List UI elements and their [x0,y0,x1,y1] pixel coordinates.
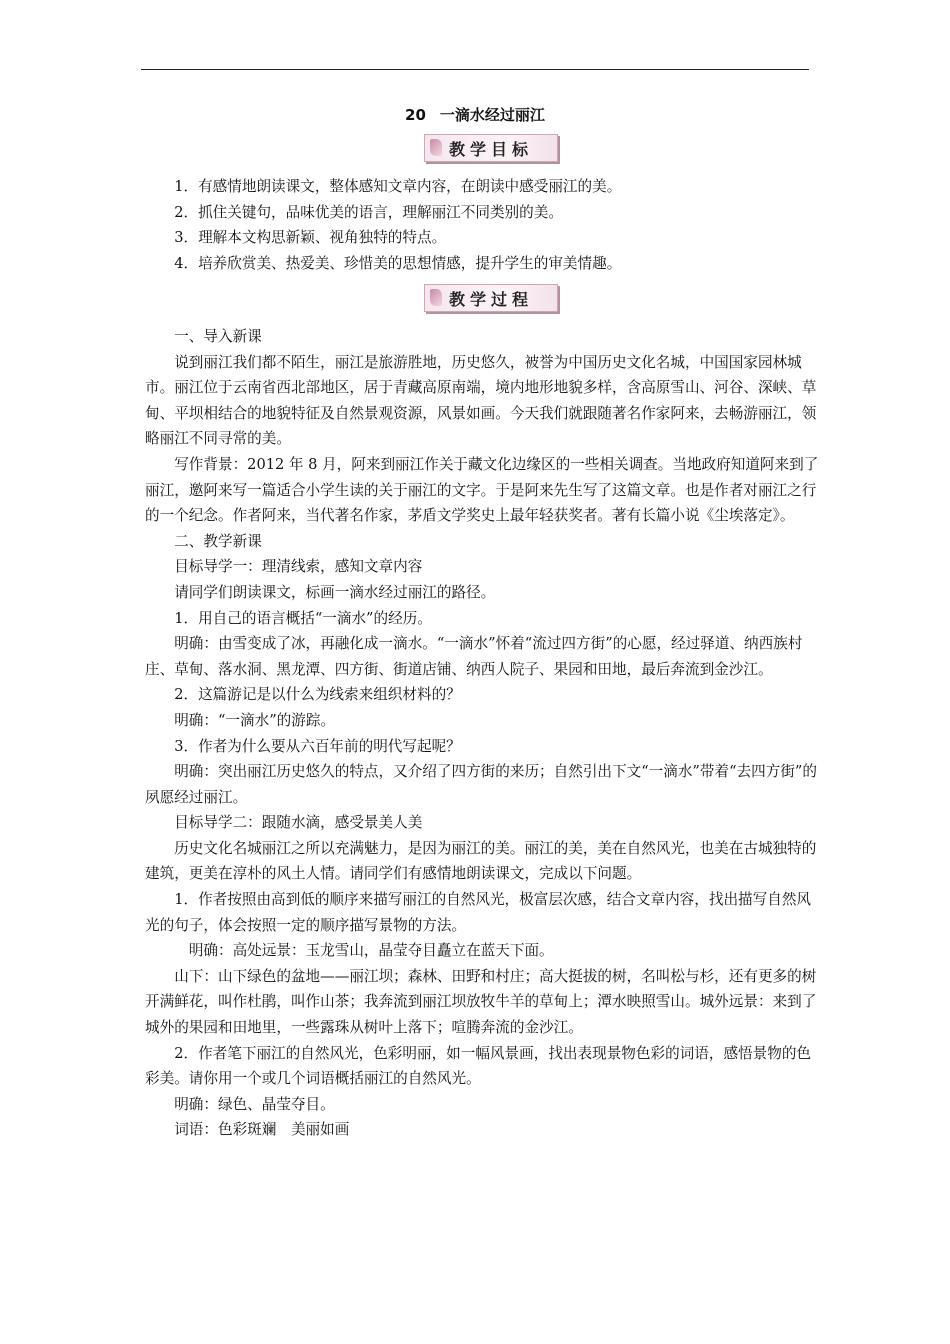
question: 1．用自己的语言概括“一滴水”的经历。 [174,609,432,627]
objective-item: 4．培养欣赏美、热爱美、珍惜美的思想情感，提升学生的审美情趣。 [174,254,622,272]
subsection-heading: 目标导学一：理清线索，感知文章内容 [174,558,423,576]
paragraph: 说到丽江我们都不陌生，丽江是旅游胜地，历史悠久，被誉为中国历史文化名城，中国国家园林城市。丽江位于云南省西北部地区，居于青藏高原南端，境内地形地貌多样，含高原雪山、河谷、深峡、草甸、平坝相结合的地貌特征及自然景观资源，风景如画。今天我们就跟随著名作家阿来，去畅游丽江，领略丽江不同寻常的美。 [145,353,817,448]
header-rule [141,69,809,70]
answer: 明确：突出丽江历史悠久的特点，又介绍了四方街的来历；自然引出下文“一滴水”带着“去四方街”的夙愿经过丽江。 [145,763,817,806]
answer: 明确：绿色、晶莹夺目。 [174,1095,335,1113]
paragraph: 请同学们朗读课文，标画一滴水经过丽江的路径。 [174,583,496,601]
lesson-title-text: 一滴水经过丽江 [439,106,545,124]
answer: 明确：“一滴水”的游踪。 [174,711,336,729]
objective-item: 1．有感情地朗读课文，整体感知文章内容，在朗读中感受丽江的美。 [174,178,622,195]
answer: 明确：由雪变成了冰，再融化成一滴水。“一滴水”怀着“流过四方街”的心愿，经过驿道、纳西族村庄、草甸、落水洞、黑龙潭、四方街、街道店铺、纳西人院子、果园和田地，最后奔流到金沙江。 [145,635,803,678]
question: 1．作者按照由高到低的顺序来描写丽江的自然风光，极富层次感，结合文章内容，找出描写自然风光的句子，体会按照一定的顺序描写景物的方法。 [145,891,812,934]
process-badge [424,284,558,312]
question: 2．作者笔下丽江的自然风光，色彩明丽，如一幅风景画，找出表现景物色彩的词语，感悟景物的色彩美。请你用一个或几个词语概括丽江的自然风光。 [145,1044,812,1088]
question: 3．作者为什么要从六百年前的明代写起呢？ [174,737,461,755]
answer: 山下：山下绿色的盆地——丽江坝；森林、田野和村庄；高大挺拔的树，名叫松与杉，还有更多的树开满鲜花，叫作杜鹃，叫作山茶；我奔流到丽江坝放牧牛羊的草甸上；潭水映照雪山。城外远景：来到了城外的果园和田地里，一些露珠从树叶上落下；喧腾奔流的金沙江。 [145,967,817,1037]
lesson-title [0,104,950,125]
objectives-badge [424,134,558,162]
process-content [145,324,821,1143]
objective-item: 2．抓住关键句，品味优美的语言，理解丽江不同类别的美。 [174,203,563,221]
question: 2．这篇游记是以什么为线索来组织材料的？ [174,686,461,704]
lesson-number: 20 [405,106,426,124]
badge-ornament-icon [430,139,442,156]
objectives-badge-label: 教学目标 [448,139,533,159]
answer: 词语：色彩斑斓 美丽如画 [174,1121,350,1139]
objective-item: 3．理解本文构思新颖、视角独特的特点。 [174,229,447,247]
badge-ornament-icon [430,289,442,306]
section-heading: 二、教学新课 [174,532,262,550]
subsection-heading: 目标导学二：跟随水滴，感受景美人美 [174,814,423,832]
process-badge-label: 教学过程 [448,289,533,309]
paragraph: 写作背景：2012 年 8 月，阿来到丽江作关于藏文化边缘区的一些相关调查。当地政府知道阿来到了丽江，邀阿来写一篇适合小学生读的关于丽江的文字。于是阿来先生写了这篇文章。也是作者对丽江之行的一个纪念。作者阿来，当代著名作家，茅盾文学奖史上最年轻获奖者。著有长篇小说《尘埃落定》。 [145,455,819,525]
answer: 明确：高处远景：玉龙雪山，晶莹夺目矗立在蓝天下面。 [188,942,554,960]
section-heading: 一、导入新课 [174,328,262,345]
objectives-list [145,174,821,276]
paragraph: 历史文化名城丽江之所以充满魅力，是因为丽江的美。丽江的美，美在自然风光，也美在古城独特的建筑，更美在淳朴的风土人情。请同学们有感情地朗读课文，完成以下问题。 [145,839,817,883]
